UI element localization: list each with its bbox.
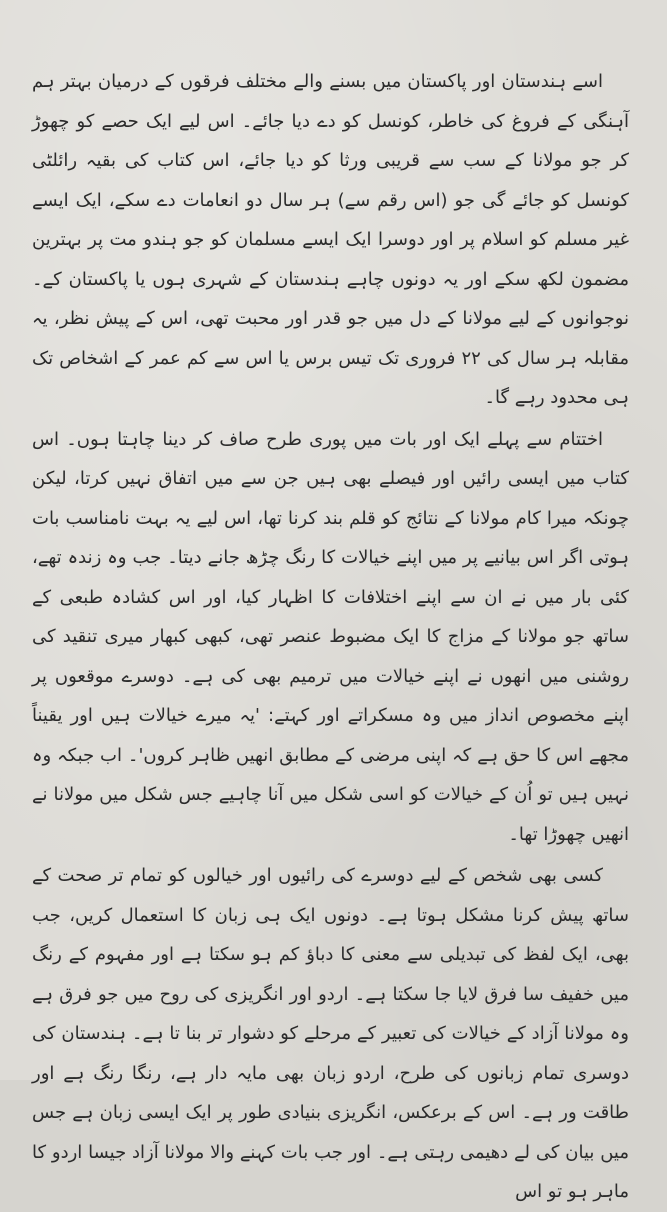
paragraph-2: اختتام سے پہلے ایک اور بات میں پوری طرح صاف کر دینا چاہتا ہوں۔ اس کتاب میں ایسی رائیں اور فیصلے بھی ہیں جن سے میں اتفاق نہیں کرتا، لیکن چونکہ میرا کام مولانا کے نتائج کو قلم بند کرنا تھا، اس لیے یہ بہت نامناسب بات ہوتی اگر اس بیانیے پر میں اپنے خیالات کا رنگ چڑھ جانے دیتا۔ جب وہ زندہ تھے، کئی بار میں نے ان سے اپنے اختلافات کا اظہار کیا، اور اس کشادہ طبعی کے ساتھ جو مولانا کے مزاج کا ایک مضبوط عنصر تھی، کبھی کبھار میری تنقید کی روشنی میں انھوں نے اپنے خیالات میں ترمیم بھی کی ہے۔ دوسرے موقعوں پر اپنے مخصوص انداز میں وہ مسکراتے اور کہتے: 'یہ میرے خیالات ہیں اور یقیناً مجھے اس کا حق ہے کہ اپنی مرضی کے مطابق انھیں ظاہر کروں'۔ اب جبکہ وہ نہیں ہیں تو اُن کے خیالات کو اسی شکل میں آنا چاہیے جس شکل میں مولانا نے انھیں چھوڑا تھا۔ — [32, 428, 629, 845]
page-body-text — [32, 62, 629, 1212]
paragraph-3: کسی بھی شخص کے لیے دوسرے کی رائیوں اور خیالوں کو تمام تر صحت کے ساتھ پیش کرنا مشکل ہوتا ہے۔ دونوں ایک ہی زبان کا استعمال کریں، جب بھی، ایک لفظ کی تبدیلی سے معنی کا دباؤ کم ہو سکتا ہے اور مفہوم کے رنگ میں خفیف سا فرق لایا جا سکتا ہے۔ اردو اور انگریزی کی روح میں جو فرق ہے وہ مولانا آزاد کے خیالات کی تعبیر کے مرحلے کو دشوار تر بنا تا ہے۔ ہندستان کی دوسری تمام زبانوں کی طرح، اردو زبان بھی مایہ دار ہے، رنگا رنگ ہے اور طاقت ور ہے۔ اس کے برعکس، انگریزی بنیادی طور پر ایک ایسی زبان ہے جس میں بیان کی لے دھیمی رہتی ہے۔ اور جب بات کہنے والا مولانا آزاد جیسا اردو کا ماہر ہو تو اس — [32, 865, 629, 1202]
paragraph-1: اسے ہندستان اور پاکستان میں بسنے والے مختلف فرقوں کے درمیان بہتر ہم آہنگی کے فروغ کی خاطر، کونسل کو دے دیا جائے۔ اس لیے ایک حصے کو چھوڑ کر جو مولانا کے سب سے قریبی ورثا کو دیا جائے، اس کتاب کی بقیہ رائلٹی کونسل کو جائے گی جو (اس رقم سے) ہر سال دو انعامات دے سکے، ایک ایسے غیر مسلم کو اسلام پر اور دوسرا ایک ایسے مسلمان کو جو ہندو مت پر بہترین مضمون لکھ سکے اور یہ دونوں چاہے ہندستان کے شہری ہوں یا پاکستان کے۔ نوجوانوں کے لیے مولانا کے دل میں جو قدر اور محبت تھی، اس کے پیش نظر، یہ مقابلہ ہر سال کی ۲۲ فروری تک تیس برس یا اس سے کم عمر کے اشخاص تک ہی محدود رہے گا۔ — [32, 71, 629, 408]
